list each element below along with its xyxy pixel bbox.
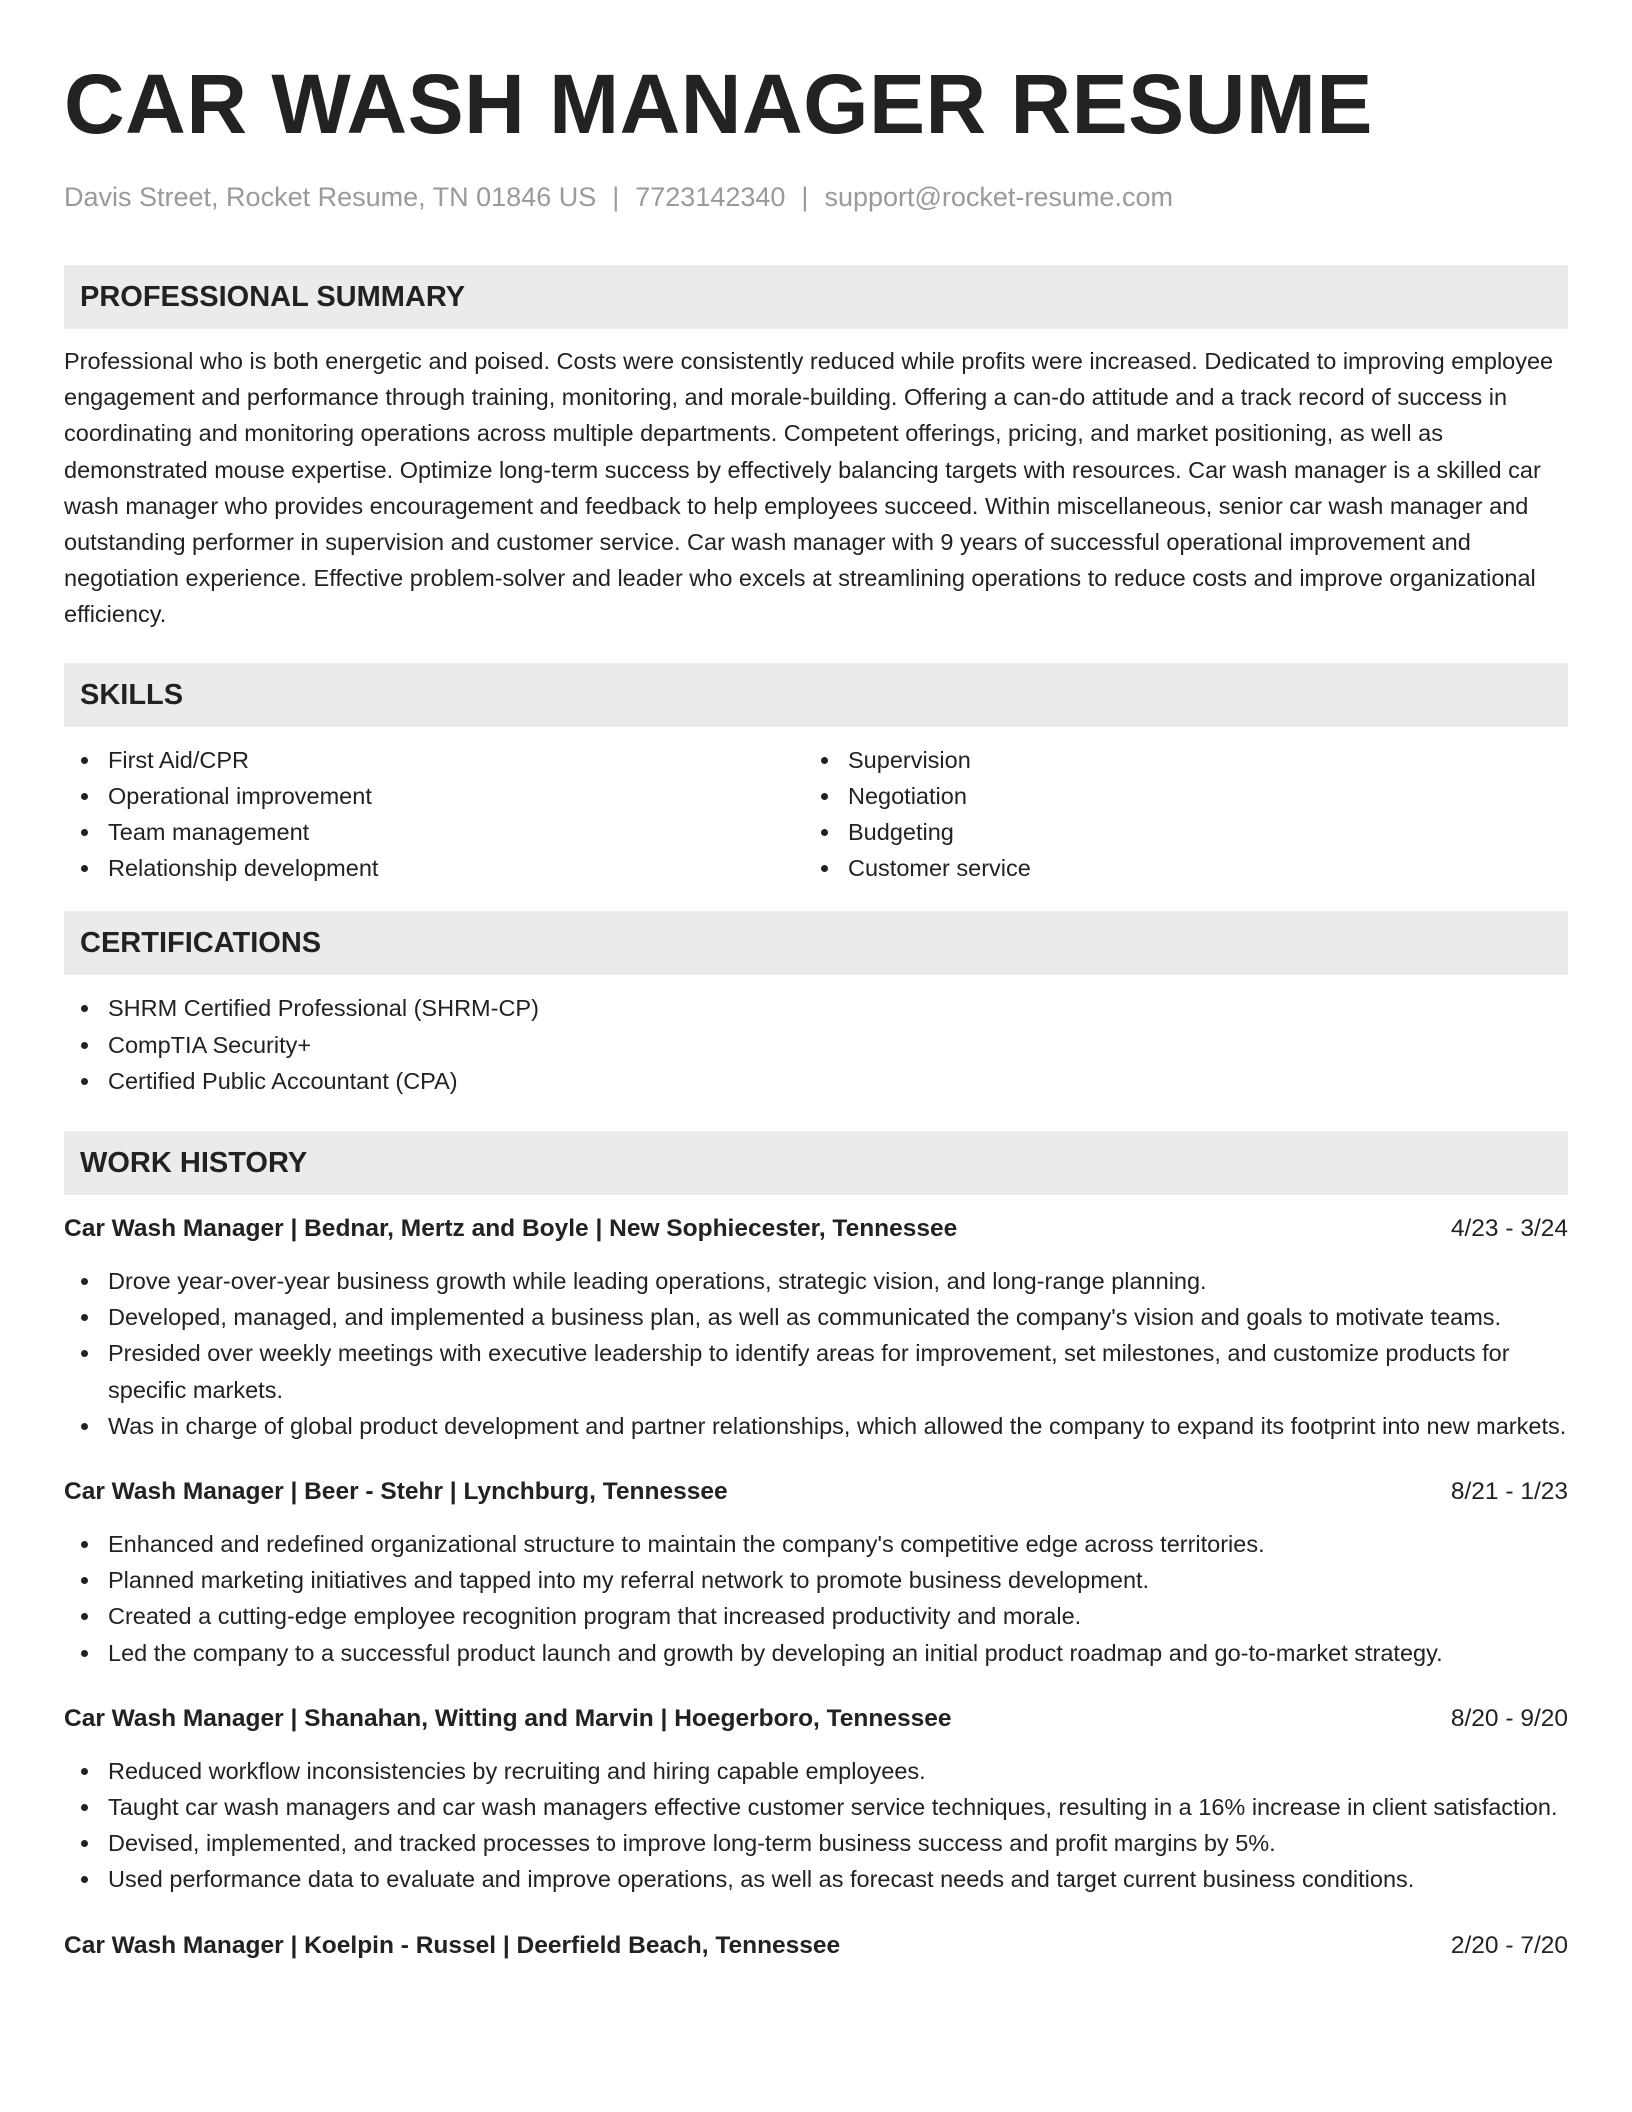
section-heading-work-history: WORK HISTORY (64, 1131, 1568, 1195)
section-heading-certifications: CERTIFICATIONS (64, 911, 1568, 975)
job-header (64, 1701, 1568, 1737)
job-bullet: Led the company to a successful product launch and growth by developing an initial product roadmap and go-to-market strategy. (64, 1635, 1568, 1671)
skill-item: Operational improvement (64, 778, 804, 814)
job-bullet: Presided over weekly meetings with executive leadership to identify areas for improvement, set milestones, and customize products for specific markets. (64, 1335, 1568, 1407)
job-dates: 8/21 - 1/23 (1450, 1478, 1568, 1506)
job-bullets (64, 1753, 1568, 1898)
skill-item: Negotiation (804, 778, 1568, 814)
job-bullets (64, 1263, 1568, 1444)
job-bullet: Enhanced and redefined organizational structure to maintain the company's competitive edge across territories. (64, 1526, 1568, 1562)
job-dates: 8/20 - 9/20 (1450, 1704, 1568, 1732)
skill-item: Supervision (804, 742, 1568, 778)
certification-item: SHRM Certified Professional (SHRM-CP) (64, 990, 1568, 1026)
skills-grid (64, 742, 1568, 887)
resume-title: CAR WASH MANAGER RESUME (64, 57, 1373, 151)
summary-text: Professional who is both energetic and poised. Costs were consistently reduced while profits were increased. Dedicated to improving employee engagement and performance through training, monitoring, and morale-building. Offering a can-do attitude and a track record of success in coordinating and monitoring operations across multiple departments. Competent offerings, pricing, and market positioning, as well as demonstrated mouse expertise. Optimize long-term success by effectively balancing targets with resources. Car wash manager is a skilled car wash manager who provides encouragement and feedback to help employees succeed. Within miscellaneous, senior car wash manager and outstanding performer in supervision and customer service. Car wash manager with 9 years of successful operational improvement and negotiation experience. Effective problem-solver and leader who excels at streamlining operations to reduce costs and improve organizational efficiency. (64, 348, 1554, 628)
job-title: Car Wash Manager | Koelpin - Russel | Deerfield Beach, Tennessee (64, 1931, 841, 1959)
job-entry (64, 1701, 1568, 1898)
job-bullet: Drove year-over-year business growth while leading operations, strategic vision, and long-range planning. (64, 1263, 1568, 1299)
job-dates: 4/23 - 3/24 (1450, 1215, 1568, 1243)
job-header (64, 1211, 1568, 1247)
job-entry (64, 1211, 1568, 1444)
skill-item: Relationship development (64, 850, 804, 886)
contact-address: Davis Street, Rocket Resume, TN 01846 US (64, 182, 597, 212)
job-dates: 2/20 - 7/20 (1450, 1931, 1568, 1959)
skill-item: Customer service (804, 850, 1568, 886)
job-title: Car Wash Manager | Beer - Stehr | Lynchburg, Tennessee (64, 1478, 728, 1506)
section-heading-skills: SKILLS (64, 663, 1568, 727)
contact-separator: | (801, 182, 809, 212)
job-header (64, 1474, 1568, 1510)
job-bullet: Was in charge of global product development and partner relationships, which allowed the company to expand its footprint into new markets. (64, 1408, 1568, 1444)
job-bullet: Developed, managed, and implemented a business plan, as well as communicated the company's vision and goals to motivate teams. (64, 1299, 1568, 1335)
contact-phone: 7723142340 (635, 182, 786, 212)
skills-list-left (64, 742, 804, 887)
job-bullet: Reduced workflow inconsistencies by recruiting and hiring capable employees. (64, 1753, 1568, 1789)
job-entry (64, 1928, 1568, 1964)
skill-item: Budgeting (804, 814, 1568, 850)
certification-item: CompTIA Security+ (64, 1027, 1568, 1063)
job-entry (64, 1474, 1568, 1671)
job-bullets (64, 1526, 1568, 1671)
skills-list-right (804, 742, 1568, 887)
job-title: Car Wash Manager | Shanahan, Witting and Marvin | Hoegerboro, Tennessee (64, 1704, 952, 1732)
job-header (64, 1928, 1568, 1964)
job-bullet: Planned marketing initiatives and tapped into my referral network to promote business development. (64, 1562, 1568, 1598)
job-bullet: Taught car wash managers and car wash managers effective customer service techniques, resulting in a 16% increase in client satisfaction. (64, 1789, 1568, 1825)
section-heading-summary: PROFESSIONAL SUMMARY (64, 265, 1568, 329)
skill-item: Team management (64, 814, 804, 850)
skill-item: First Aid/CPR (64, 742, 804, 778)
contact-separator: | (612, 182, 620, 212)
job-title: Car Wash Manager | Bednar, Mertz and Boyle | New Sophiecester, Tennessee (64, 1215, 958, 1243)
certifications-list (64, 990, 1568, 1099)
job-bullet: Used performance data to evaluate and improve operations, as well as forecast needs and target current business conditions. (64, 1861, 1568, 1897)
job-bullet: Created a cutting-edge employee recognition program that increased productivity and morale. (64, 1598, 1568, 1634)
job-bullet: Devised, implemented, and tracked processes to improve long-term business success and profit margins by 5%. (64, 1825, 1568, 1861)
contact-email: support@rocket-resume.com (824, 182, 1173, 212)
certification-item: Certified Public Accountant (CPA) (64, 1063, 1568, 1099)
contact-line (64, 178, 1568, 216)
